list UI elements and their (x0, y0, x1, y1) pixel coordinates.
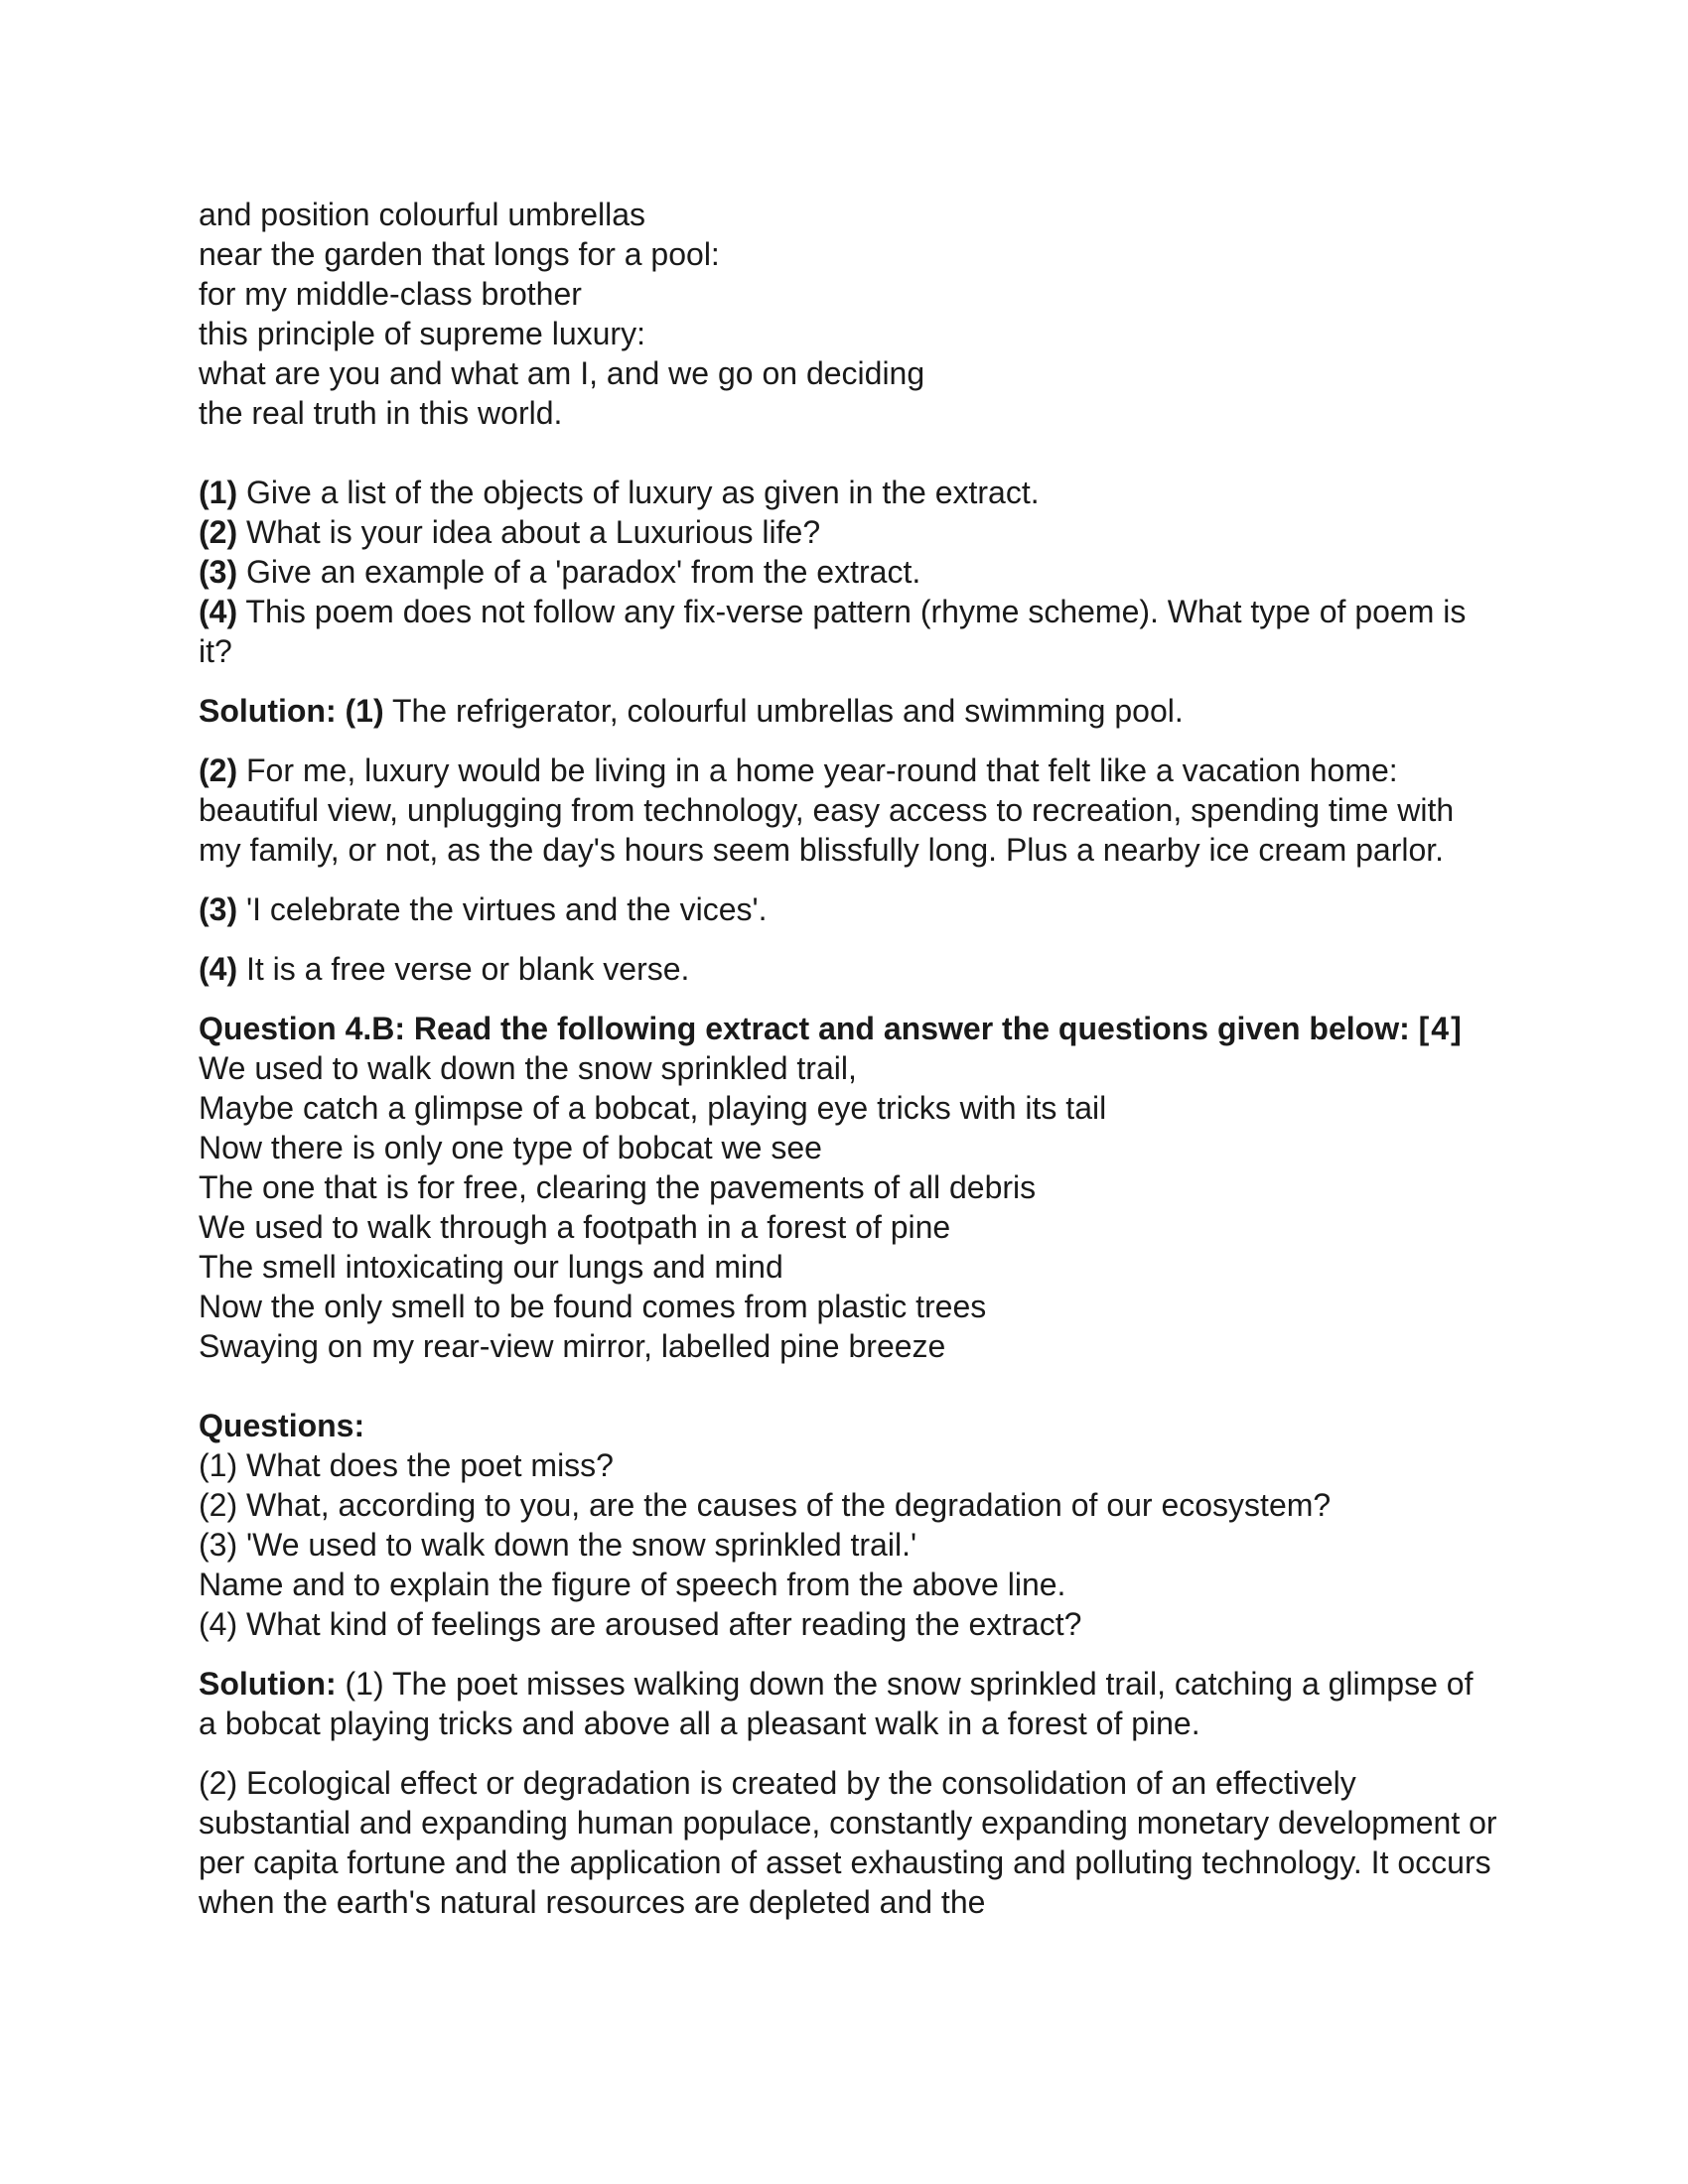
solution-answer: (2) Ecological effect or degradation is created by the consolidation of an effectively substantial and expanding human populace, constantly expanding monetary development or per capita fortune and the application of asset exhausting and polluting technology. It occurs when the earth's natural resources are depleted and the (199, 1765, 1497, 1920)
question-item (199, 512, 1499, 552)
question-number: (3) (199, 554, 238, 590)
question-number: (2) (199, 514, 238, 550)
question-item: (4) What kind of feelings are aroused after reading the extract? (199, 1606, 1082, 1642)
marks-badge: [4] (1418, 1011, 1464, 1046)
question-text: Give an example of a 'paradox' from the extract. (237, 554, 921, 590)
answer-text: The refrigerator, colourful umbrellas and swimming pool. (383, 693, 1184, 729)
extract-poem-1 (199, 195, 1499, 433)
answer-text: (1) The poet misses walking down the snow sprinkled trail, catching a glimpse of a bobcat playing tricks and above all a pleasant walk in a forest of pine. (199, 1666, 1474, 1741)
poem-line: Now the only smell to be found comes from plastic trees (199, 1289, 987, 1324)
poem-line: this principle of supreme luxury: (199, 316, 645, 351)
questions-list-2 (199, 1406, 1499, 1644)
question-item (199, 473, 1499, 512)
poem-line: We used to walk through a footpath in a forest of pine (199, 1209, 951, 1245)
poem-line: Swaying on my rear-view mirror, labelled pine breeze (199, 1328, 946, 1364)
poem-line: The one that is for free, clearing the pavements of all debris (199, 1169, 1037, 1205)
question-text: What is your idea about a Luxurious life? (237, 514, 821, 550)
answer-text: For me, luxury would be living in a home year-round that felt like a vacation home: beautiful view, unplugging from technology, easy access to recreation, spending time with my family, or not, as the day's hours seem blissfully long. Plus a nearby ice cream parlor. (199, 752, 1455, 868)
solution-answer (199, 1664, 1499, 1743)
question-number: (1) (199, 475, 238, 510)
solution-label: Solution: (1) (199, 693, 384, 729)
poem-line: and position colourful umbrellas (199, 197, 646, 232)
question-item (199, 592, 1499, 671)
answer-text: 'I celebrate the virtues and the vices'. (237, 891, 768, 927)
answer-text: It is a free verse or blank verse. (237, 951, 690, 987)
answer-number: (3) (199, 891, 238, 927)
question-4b (199, 1009, 1499, 1366)
solution-answer (199, 691, 1499, 731)
poem-line: what are you and what am I, and we go on deciding (199, 355, 925, 391)
question-heading-text: Question 4.B: Read the following extract and answer the questions given below: (199, 1011, 1410, 1046)
answer-number: (4) (199, 951, 238, 987)
poem-line: near the garden that longs for a pool: (199, 236, 720, 272)
document-page (199, 195, 1499, 1922)
solution-answer (199, 751, 1499, 870)
poem-line: Maybe catch a glimpse of a bobcat, playing eye tricks with its tail (199, 1090, 1107, 1126)
poem-line: The smell intoxicating our lungs and mind (199, 1249, 783, 1285)
solution-label: Solution: (199, 1666, 337, 1702)
solution-answer (199, 949, 1499, 989)
poem-line: Now there is only one type of bobcat we see (199, 1130, 822, 1165)
question-text: This poem does not follow any fix-verse pattern (rhyme scheme). What type of poem is it? (199, 594, 1467, 669)
questions-heading: Questions: (199, 1408, 365, 1443)
question-item: (1) What does the poet miss? (199, 1447, 614, 1483)
question-item: Name and to explain the figure of speech from the above line. (199, 1567, 1066, 1602)
question-number: (4) (199, 594, 238, 629)
poem-line: We used to walk down the snow sprinkled trail, (199, 1050, 857, 1086)
question-heading (199, 1009, 1499, 1048)
question-item (199, 552, 1499, 592)
answer-number: (2) (199, 752, 238, 788)
question-item: (2) What, according to you, are the causes of the degradation of our ecosystem? (199, 1487, 1332, 1523)
solution-answer (199, 889, 1499, 929)
question-item: (3) 'We used to walk down the snow sprinkled trail.' (199, 1527, 917, 1563)
question-text: Give a list of the objects of luxury as given in the extract. (237, 475, 1040, 510)
poem-line: for my middle-class brother (199, 276, 582, 312)
questions-list-1 (199, 473, 1499, 671)
poem-line: the real truth in this world. (199, 395, 563, 431)
